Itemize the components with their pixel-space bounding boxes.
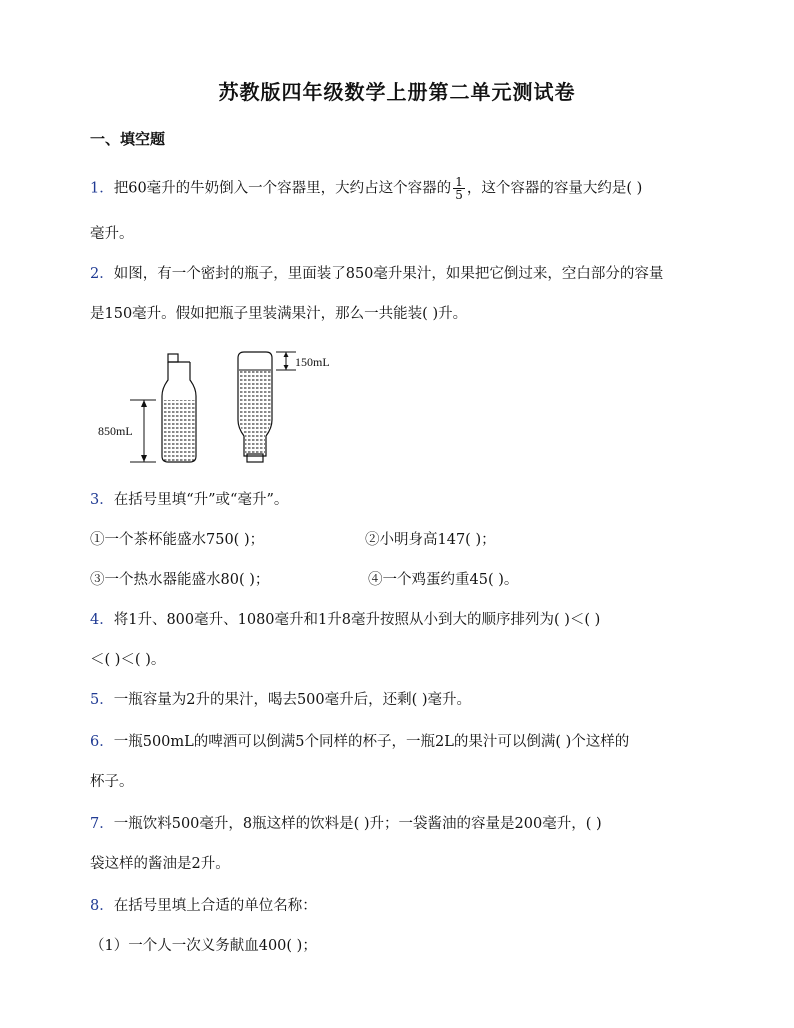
question-number: 2． — [90, 266, 114, 282]
question-text: 将1升、800毫升、1080毫升和1升8毫升按照从小到大的顺序排列为( )＜( ) — [113, 612, 601, 628]
bracket-850 — [130, 400, 156, 462]
question-text: 如图，有一个密封的瓶子，里面装了850毫升果汁，如果把它倒过来，空白部分的容量 — [113, 266, 664, 282]
question-3-item-c: ③一个热水器能盛水80( )； — [90, 572, 270, 588]
question-text: ，这个容器的容量大约是( ) — [466, 180, 643, 197]
section-heading: 一、填空题 — [90, 130, 166, 148]
inverted-bottle — [238, 352, 272, 462]
question-number: 3． — [90, 492, 114, 508]
label-850ml: 850mL — [98, 424, 133, 438]
label-150ml: 150mL — [295, 355, 330, 369]
question-2-line-2: 是150毫升。假如把瓶子里装满果汁，那么一共能装( )升。 — [90, 306, 468, 322]
question-text: 把60毫升的牛奶倒入一个容器里，大约占这个容器的 — [113, 180, 452, 197]
fraction-denominator: 5 — [455, 188, 463, 202]
question-3-item-a: ①一个茶杯能盛水750( )； — [90, 532, 265, 548]
question-3-item-d: ④一个鸡蛋约重45( )。 — [368, 572, 519, 588]
question-3-item-b: ②小明身高147( )； — [365, 532, 496, 548]
question-text: 一瓶饮料500毫升，8瓶这样的饮料是( )升；一袋酱油的容量是200毫升，( ) — [113, 816, 602, 832]
question-number: 6． — [90, 734, 114, 750]
juice-fill — [163, 400, 195, 461]
question-number: 1． — [90, 180, 114, 197]
question-4-line-2: ＜( )＜( )。 — [90, 652, 166, 668]
question-3-line-1 — [90, 490, 288, 510]
question-8-line-2: （1）一个人一次义务献血400( )； — [90, 938, 317, 954]
question-number: 8． — [90, 898, 114, 914]
question-number: 4． — [90, 612, 114, 628]
fraction — [453, 176, 465, 201]
question-4-line-1 — [90, 610, 600, 630]
question-7-line-1 — [90, 814, 602, 834]
bottle-diagram — [92, 346, 352, 470]
question-text: 在括号里填上合适的单位名称： — [113, 898, 317, 914]
question-1-line-1 — [90, 176, 642, 201]
fraction-numerator: 1 — [455, 175, 463, 189]
page-title: 苏教版四年级数学上册第二单元测试卷 — [218, 80, 576, 104]
question-2-line-1 — [90, 264, 663, 284]
question-number: 7． — [90, 816, 114, 832]
question-text: 在括号里填“升”或“毫升”。 — [113, 492, 289, 508]
question-5-line-1 — [90, 690, 471, 710]
bracket-150 — [276, 352, 296, 370]
question-text: 一瓶容量为2升的果汁，喝去500毫升后，还剩( )毫升。 — [113, 692, 472, 708]
question-6-line-1 — [90, 732, 629, 752]
question-1-line-2: 毫升。 — [90, 226, 134, 242]
question-6-line-2: 杯子。 — [90, 774, 134, 790]
juice-fill — [239, 370, 271, 422]
question-7-line-2: 袋这样的酱油是2升。 — [90, 856, 230, 872]
upright-bottle — [162, 354, 196, 462]
question-number: 5． — [90, 692, 114, 708]
bottle-figure — [92, 346, 352, 470]
question-8-line-1 — [90, 896, 317, 916]
question-text: 一瓶500mL的啤酒可以倒满5个同样的杯子，一瓶2L的果汁可以倒满( )个这样的 — [113, 734, 630, 750]
